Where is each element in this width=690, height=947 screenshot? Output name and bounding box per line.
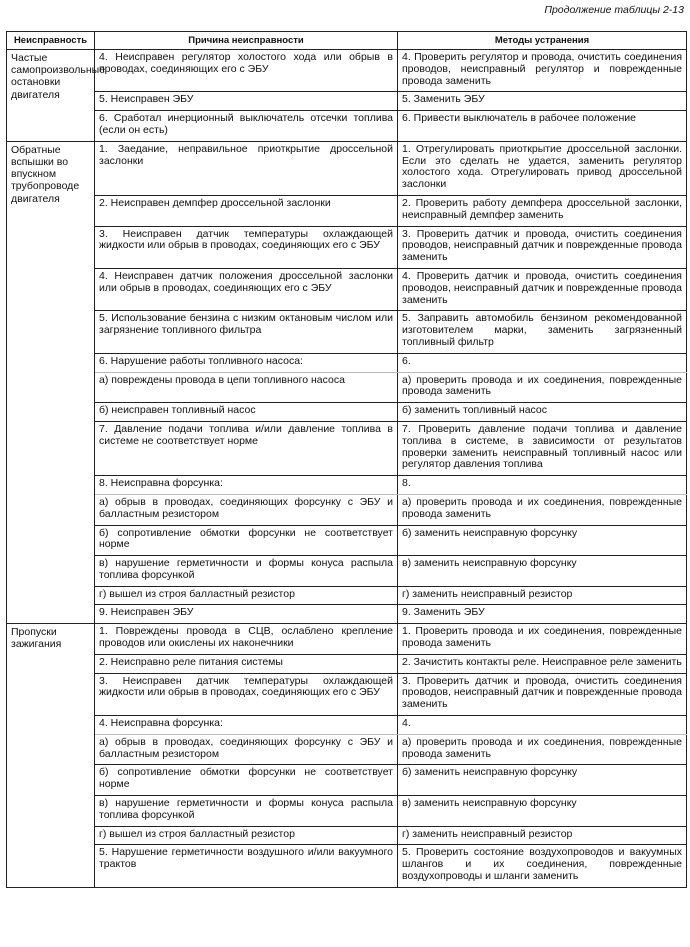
- symptom-cell: Частые самопроизвольные остановки двигателя: [7, 50, 95, 142]
- fix-cell: б) заменить неисправную форсунку: [398, 765, 687, 796]
- table-row: [7, 226, 687, 268]
- fix-cell: 4. Проверить регулятор и провода, очистить соединения проводов, неисправный регулятор и поврежденные провода заменить: [398, 50, 687, 92]
- table-row: [7, 92, 687, 111]
- cause-cell: 5. Использование бензина с низким октановым числом или загрязнение топливного фильтра: [95, 311, 398, 353]
- table-row: [7, 421, 687, 475]
- fix-cell: 8.: [398, 476, 687, 495]
- table-row: [7, 525, 687, 556]
- table-row: [7, 494, 687, 525]
- table-row: [7, 765, 687, 796]
- table-row: [7, 605, 687, 624]
- table-row: [7, 50, 687, 92]
- cause-cell: в) нарушение герметичности и формы конуса распыла топлива форсункой: [95, 796, 398, 827]
- fix-cell: б) заменить топливный насос: [398, 403, 687, 422]
- fix-cell: б) заменить неисправную форсунку: [398, 525, 687, 556]
- fix-cell: 6.: [398, 353, 687, 372]
- table-row: [7, 268, 687, 310]
- cause-cell: 8. Неисправна форсунка:: [95, 476, 398, 495]
- cause-cell: г) вышел из строя балластный резистор: [95, 826, 398, 845]
- table-row: [7, 311, 687, 353]
- table-row: [7, 624, 687, 655]
- header-fix: Методы устранения: [398, 32, 687, 50]
- cause-cell: 3. Неисправен датчик температуры охлаждающей жидкости или обрыв в проводах, соединяющих его с ЭБУ: [95, 673, 398, 715]
- fix-cell: 4.: [398, 716, 687, 735]
- fix-cell: 5. Проверить состояние воздухопроводов и вакуумных шлангов и их соединения, поврежденные воздухопроводы и шланги заменить: [398, 845, 687, 887]
- fix-cell: 3. Проверить датчик и провода, очистить соединения проводов, неисправный датчик и поврежденные провода заменить: [398, 673, 687, 715]
- cause-cell: 2. Неисправно реле питания системы: [95, 654, 398, 673]
- table-row: [7, 111, 687, 142]
- table-row: [7, 826, 687, 845]
- table-body: [7, 50, 687, 888]
- table-row: [7, 654, 687, 673]
- table-header: [7, 32, 687, 50]
- cause-cell: г) вышел из строя балластный резистор: [95, 586, 398, 605]
- table-row: [7, 673, 687, 715]
- table-row: [7, 403, 687, 422]
- cause-cell: 6. Сработал инерционный выключатель отсечки топлива (если он есть): [95, 111, 398, 142]
- fix-cell: в) заменить неисправную форсунку: [398, 556, 687, 587]
- table-row: [7, 372, 687, 403]
- cause-cell: 5. Неисправен ЭБУ: [95, 92, 398, 111]
- table-row: [7, 195, 687, 226]
- fix-cell: а) проверить провода и их соединения, поврежденные провода заменить: [398, 494, 687, 525]
- table-row: [7, 796, 687, 827]
- fix-cell: г) заменить неисправный резистор: [398, 826, 687, 845]
- table-row: [7, 586, 687, 605]
- table-row: [7, 845, 687, 887]
- fix-cell: 3. Проверить датчик и провода, очистить соединения проводов, неисправный датчик и поврежденные провода заменить: [398, 226, 687, 268]
- table-row: [7, 556, 687, 587]
- fix-cell: 7. Проверить давление подачи топлива и давление топлива в системе, в зависимости от результатов проверки заменить неисправный топливный насос или регулятор давления топлива: [398, 421, 687, 475]
- fix-cell: в) заменить неисправную форсунку: [398, 796, 687, 827]
- cause-cell: 7. Давление подачи топлива и/или давление топлива в системе не соответствует норме: [95, 421, 398, 475]
- fix-cell: 4. Проверить датчик и провода, очистить соединения проводов, неисправный датчик и поврежденные провода заменить: [398, 268, 687, 310]
- fix-cell: 9. Заменить ЭБУ: [398, 605, 687, 624]
- cause-cell: 4. Неисправен регулятор холостого хода или обрыв в проводах, соединяющих его с ЭБУ: [95, 50, 398, 92]
- symptom-cell: Пропуски зажигания: [7, 624, 95, 888]
- cause-cell: 4. Неисправна форсунка:: [95, 716, 398, 735]
- fix-cell: 6. Привести выключатель в рабочее положение: [398, 111, 687, 142]
- fix-cell: 1. Отрегулировать приоткрытие дроссельной заслонки. Если это сделать не удается, заменить регулятор холостого хода. Отрегулировать привод дроссельной заслонки: [398, 141, 687, 195]
- cause-cell: 2. Неисправен демпфер дроссельной заслонки: [95, 195, 398, 226]
- table-row: [7, 716, 687, 735]
- cause-cell: 6. Нарушение работы топливного насоса:: [95, 353, 398, 372]
- fix-cell: г) заменить неисправный резистор: [398, 586, 687, 605]
- table-caption: Продолжение таблицы 2-13: [544, 4, 684, 16]
- cause-cell: 9. Неисправен ЭБУ: [95, 605, 398, 624]
- table-row: [7, 353, 687, 372]
- fix-cell: 2. Проверить работу демпфера дроссельной заслонки, неисправный демпфер заменить: [398, 195, 687, 226]
- fix-cell: а) проверить провода и их соединения, поврежденные провода заменить: [398, 734, 687, 765]
- cause-cell: б) сопротивление обмотки форсунки не соответствует норме: [95, 525, 398, 556]
- table-row: [7, 734, 687, 765]
- cause-cell: в) нарушение герметичности и формы конуса распыла топлива форсункой: [95, 556, 398, 587]
- cause-cell: б) сопротивление обмотки форсунки не соответствует норме: [95, 765, 398, 796]
- table-row: [7, 476, 687, 495]
- cause-cell: а) обрыв в проводах, соединяющих форсунку с ЭБУ и балластным резистором: [95, 494, 398, 525]
- cause-cell: 5. Нарушение герметичности воздушного и/или вакуумного трактов: [95, 845, 398, 887]
- cause-cell: 4. Неисправен датчик положения дроссельной заслонки или обрыв в проводах, соединяющих его с ЭБУ: [95, 268, 398, 310]
- header-cause: Причина неисправности: [95, 32, 398, 50]
- cause-cell: 3. Неисправен датчик температуры охлаждающей жидкости или обрыв в проводах, соединяющих его с ЭБУ: [95, 226, 398, 268]
- cause-cell: а) обрыв в проводах, соединяющих форсунку с ЭБУ и балластным резистором: [95, 734, 398, 765]
- cause-cell: 1. Заедание, неправильное приоткрытие дроссельной заслонки: [95, 141, 398, 195]
- fix-cell: 5. Заправить автомобиль бензином рекомендованной изготовителем марки, заменить загрязненный топливный фильтр: [398, 311, 687, 353]
- header-symptom: Неисправность: [7, 32, 95, 50]
- header-row: [7, 32, 687, 50]
- cause-cell: а) повреждены провода в цепи топливного насоса: [95, 372, 398, 403]
- table-row: [7, 141, 687, 195]
- fix-cell: 5. Заменить ЭБУ: [398, 92, 687, 111]
- fix-cell: 1. Проверить провода и их соединения, поврежденные провода заменить: [398, 624, 687, 655]
- fix-cell: а) проверить провода и их соединения, поврежденные провода заменить: [398, 372, 687, 403]
- cause-cell: б) неисправен топливный насос: [95, 403, 398, 422]
- cause-cell: 1. Повреждены провода в СЦВ, ослаблено крепление проводов или окислены их наконечники: [95, 624, 398, 655]
- symptom-cell: Обратные вспышки во впускном трубопроводе двигателя: [7, 141, 95, 624]
- troubleshooting-table: [6, 31, 687, 888]
- fix-cell: 2. Зачистить контакты реле. Неисправное реле заменить: [398, 654, 687, 673]
